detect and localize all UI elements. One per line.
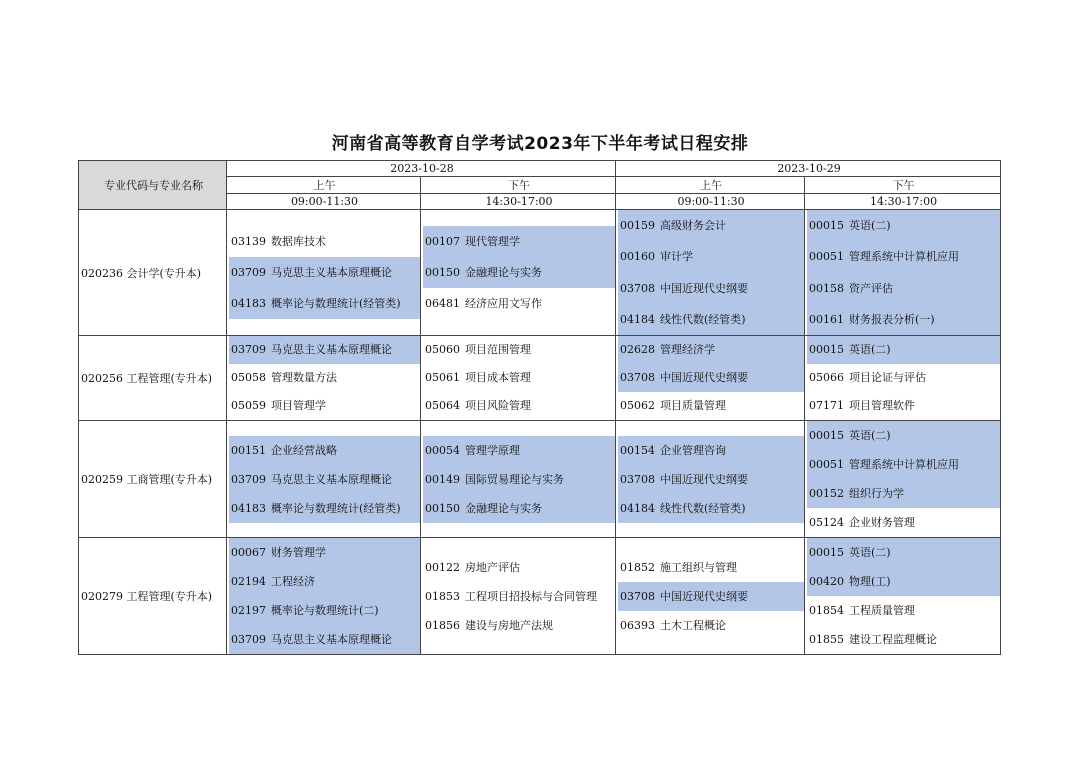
course-name: 企业财务管理	[849, 516, 916, 529]
date-header: 2023-10-29	[616, 161, 1001, 177]
course-item	[229, 392, 420, 420]
course-name: 管理经济学	[660, 343, 716, 356]
course-item	[807, 336, 1000, 364]
course-code: 00151	[231, 443, 266, 457]
course-item	[423, 494, 615, 523]
course-item	[807, 241, 1000, 272]
course-code: 05064	[425, 399, 460, 412]
course-code: 01852	[620, 560, 656, 574]
date-header: 2023-10-28	[227, 161, 616, 177]
course-code: 03709	[231, 472, 266, 486]
table-row	[79, 336, 1001, 421]
course-name: 项目范围管理	[465, 343, 531, 356]
course-name: 财务管理学	[271, 546, 326, 559]
course-code: 03708	[620, 472, 656, 486]
course-name: 金融理论与实务	[465, 265, 542, 279]
exam-slot-list	[423, 436, 615, 523]
course-code: 02628	[620, 343, 656, 356]
course-item	[229, 538, 420, 567]
period-header: 下午	[805, 177, 1001, 194]
exam-slot-list	[618, 553, 804, 640]
exam-slot-list	[229, 538, 420, 654]
exam-slot	[616, 538, 805, 655]
course-code: 04184	[620, 312, 656, 326]
course-code: 03139	[231, 234, 266, 248]
period-header: 上午	[227, 177, 421, 194]
course-item	[618, 494, 804, 523]
exam-slot-list	[618, 436, 804, 523]
course-item	[807, 273, 1000, 304]
time-header: 09:00-11:30	[616, 194, 805, 210]
course-name: 线性代数(经管类)	[660, 501, 746, 515]
course-item	[423, 436, 615, 465]
course-name: 项目质量管理	[660, 399, 727, 412]
course-item	[229, 625, 420, 654]
course-item	[618, 553, 804, 582]
course-code: 03709	[231, 633, 266, 646]
header-date-row	[79, 161, 1001, 177]
course-code: 06393	[620, 618, 656, 632]
course-item	[423, 336, 615, 364]
course-code: 05058	[231, 371, 266, 384]
course-name: 经济应用文写作	[465, 297, 542, 311]
course-name: 工程经济	[271, 575, 315, 588]
course-name: 建设工程监理概论	[849, 633, 938, 646]
course-name: 项目管理软件	[849, 399, 916, 412]
course-item	[807, 304, 1000, 335]
course-code: 01854	[809, 604, 845, 617]
course-code: 05124	[809, 516, 845, 529]
period-header: 上午	[616, 177, 805, 194]
course-item	[807, 364, 1000, 392]
course-name: 组织行为学	[849, 487, 905, 500]
course-code: 05062	[620, 399, 656, 412]
course-code: 03709	[231, 265, 266, 279]
course-name: 马克思主义基本原理概论	[271, 265, 392, 279]
course-code: 00054	[425, 443, 460, 457]
course-code: 01855	[809, 633, 845, 646]
course-item	[618, 465, 804, 494]
course-item	[229, 364, 420, 392]
exam-schedule-table	[78, 160, 1001, 655]
exam-slot	[805, 538, 1001, 655]
course-name: 项目成本管理	[465, 371, 531, 384]
exam-slot	[421, 421, 616, 538]
course-code: 00154	[620, 443, 656, 457]
course-code: 05059	[231, 399, 266, 412]
course-name: 数据库技术	[271, 234, 326, 248]
course-name: 管理系统中计算机应用	[849, 458, 960, 471]
course-name: 马克思主义基本原理概论	[271, 633, 392, 646]
table-row	[79, 210, 1001, 336]
course-item	[423, 257, 615, 288]
exam-slot-list	[807, 210, 1000, 335]
course-name: 企业管理咨询	[660, 443, 727, 457]
page-title: 河南省高等教育自学考试2023年下半年考试日程安排	[331, 134, 749, 154]
course-item	[807, 596, 1000, 625]
course-name: 国际贸易理论与实务	[465, 472, 564, 486]
exam-slot-list	[229, 436, 420, 523]
course-item	[618, 611, 804, 640]
course-name: 审计学	[660, 250, 694, 264]
course-name: 概率论与数理统计(经管类)	[271, 297, 401, 311]
course-name: 概率论与数理统计(经管类)	[271, 501, 401, 515]
course-item	[229, 336, 420, 364]
course-name: 线性代数(经管类)	[660, 312, 746, 326]
exam-slot	[616, 421, 805, 538]
course-name: 项目论证与评估	[849, 371, 927, 384]
course-code: 00150	[425, 265, 460, 279]
course-item	[618, 436, 804, 465]
course-name: 工程项目招投标与合同管理	[465, 589, 597, 603]
course-code: 00051	[809, 458, 845, 471]
exam-slot-list	[423, 553, 615, 640]
course-code: 04183	[231, 297, 266, 311]
exam-slot-list	[229, 226, 420, 320]
course-code: 00015	[809, 343, 845, 356]
course-item	[807, 450, 1000, 479]
exam-slot	[616, 210, 805, 336]
course-name: 中国近现代史纲要	[660, 281, 749, 295]
course-item	[807, 479, 1000, 508]
course-item	[618, 336, 804, 364]
course-name: 现代管理学	[465, 234, 520, 248]
exam-slot-list	[807, 336, 1000, 420]
course-code: 00161	[809, 312, 845, 326]
course-name: 土木工程概论	[660, 618, 727, 632]
course-item	[229, 494, 420, 523]
course-item	[807, 392, 1000, 420]
course-item	[807, 567, 1000, 596]
course-item	[423, 226, 615, 257]
course-code: 05060	[425, 343, 460, 356]
course-item	[807, 538, 1000, 567]
course-item	[229, 567, 420, 596]
course-item	[423, 465, 615, 494]
course-item	[807, 421, 1000, 450]
course-item	[618, 582, 804, 611]
course-code: 00051	[809, 250, 845, 264]
course-name: 管理数量方法	[271, 371, 337, 384]
corner-header: 专业代码与专业名称	[79, 161, 227, 210]
course-code: 00149	[425, 472, 460, 486]
course-name: 建设与房地产法规	[465, 618, 553, 632]
course-code: 00158	[809, 281, 845, 295]
course-name: 马克思主义基本原理概论	[271, 472, 392, 486]
course-item	[618, 304, 804, 335]
course-item	[618, 210, 804, 241]
course-code: 03708	[620, 371, 656, 384]
course-name: 物理(工)	[849, 575, 891, 588]
major-name: 020236 会计学(专升本)	[79, 210, 227, 336]
course-item	[807, 508, 1000, 537]
course-item	[618, 273, 804, 304]
course-code: 00015	[809, 429, 845, 442]
course-name: 中国近现代史纲要	[660, 589, 749, 603]
schedule-body	[79, 210, 1001, 655]
course-name: 马克思主义基本原理概论	[271, 343, 392, 356]
course-name: 英语(二)	[849, 546, 891, 559]
course-name: 项目管理学	[271, 399, 326, 412]
course-item	[618, 364, 804, 392]
course-name: 项目风险管理	[465, 399, 531, 412]
course-item	[807, 625, 1000, 654]
exam-slot-list	[423, 226, 615, 320]
exam-slot	[616, 336, 805, 421]
course-item	[229, 465, 420, 494]
exam-slot	[227, 421, 421, 538]
course-code: 00420	[809, 575, 845, 588]
exam-slot	[421, 538, 616, 655]
major-name: 020259 工商管理(专升本)	[79, 421, 227, 538]
course-name: 财务报表分析(一)	[849, 312, 935, 326]
period-header: 下午	[421, 177, 616, 194]
course-item	[229, 257, 420, 288]
course-name: 中国近现代史纲要	[660, 371, 749, 384]
course-item	[229, 436, 420, 465]
course-code: 00159	[620, 219, 656, 232]
course-item	[229, 226, 420, 257]
course-code: 00152	[809, 487, 845, 500]
course-name: 管理学原理	[465, 443, 520, 457]
exam-slot-list	[423, 336, 615, 420]
exam-slot	[421, 336, 616, 421]
course-item	[423, 392, 615, 420]
course-item	[229, 596, 420, 625]
course-name: 英语(二)	[849, 343, 891, 356]
course-name: 企业经营战略	[271, 443, 337, 457]
course-item	[423, 288, 615, 319]
course-name: 高级财务会计	[660, 219, 727, 232]
course-code: 06481	[425, 297, 460, 311]
course-code: 05066	[809, 371, 845, 384]
exam-slot	[805, 421, 1001, 538]
course-item	[423, 582, 615, 611]
exam-slot	[227, 538, 421, 655]
exam-slot-list	[229, 336, 420, 420]
course-code: 00015	[809, 546, 845, 559]
course-code: 03708	[620, 589, 656, 603]
course-name: 中国近现代史纲要	[660, 472, 749, 486]
course-code: 00150	[425, 501, 460, 515]
time-header: 14:30-17:00	[421, 194, 616, 210]
exam-slot-list	[807, 538, 1000, 654]
course-code: 00107	[425, 234, 460, 248]
major-name: 020279 工程管理(专升本)	[79, 538, 227, 655]
course-code: 05061	[425, 371, 460, 384]
course-name: 房地产评估	[465, 560, 520, 574]
course-name: 管理系统中计算机应用	[849, 250, 960, 264]
course-code: 04183	[231, 501, 266, 515]
course-item	[423, 364, 615, 392]
exam-slot-list	[807, 421, 1000, 537]
course-code: 04184	[620, 501, 656, 515]
course-name: 金融理论与实务	[465, 501, 542, 515]
exam-slot-list	[618, 336, 804, 420]
course-item	[618, 392, 804, 420]
course-name: 概率论与数理统计(二)	[271, 604, 379, 617]
course-code: 03708	[620, 281, 656, 295]
time-header: 09:00-11:30	[227, 194, 421, 210]
exam-slot	[227, 210, 421, 336]
exam-slot-list	[618, 210, 804, 335]
course-code: 01856	[425, 618, 460, 632]
course-name: 工程质量管理	[849, 604, 916, 617]
course-item	[618, 241, 804, 272]
course-item	[423, 611, 615, 640]
course-name: 英语(二)	[849, 219, 891, 232]
major-name: 020256 工程管理(专升本)	[79, 336, 227, 421]
course-item	[807, 210, 1000, 241]
course-code: 02194	[231, 575, 266, 588]
course-code: 00067	[231, 546, 266, 559]
table-row	[79, 538, 1001, 655]
table-row	[79, 421, 1001, 538]
course-item	[423, 553, 615, 582]
course-code: 00122	[425, 560, 460, 574]
exam-slot	[805, 210, 1001, 336]
course-code: 03709	[231, 343, 266, 356]
exam-slot	[805, 336, 1001, 421]
exam-slot	[227, 336, 421, 421]
exam-slot	[421, 210, 616, 336]
course-code: 00160	[620, 250, 656, 264]
course-item	[229, 288, 420, 319]
time-header: 14:30-17:00	[805, 194, 1001, 210]
course-name: 英语(二)	[849, 429, 891, 442]
course-code: 01853	[425, 589, 460, 603]
course-name: 资产评估	[849, 281, 894, 295]
course-code: 02197	[231, 604, 266, 617]
course-name: 施工组织与管理	[660, 560, 738, 574]
course-code: 00015	[809, 219, 845, 232]
course-code: 07171	[809, 399, 845, 412]
